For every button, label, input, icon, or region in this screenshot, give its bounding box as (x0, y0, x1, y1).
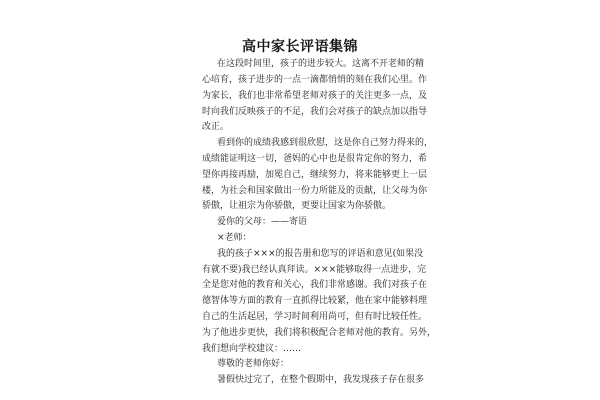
paragraph-line: 我们想向学校建议：…… (202, 344, 302, 354)
paragraph-line: 有就不要)我已经认真拜读。×××能够取得一点进步，完 (202, 265, 427, 275)
paragraph-line: 自己的生活起居，学习时间利用尚可，但有时比较任性。 (202, 312, 428, 322)
paragraph-line: 在这段时间里，孩子的进步较大。这离不开老师的精 (217, 59, 425, 69)
paragraph-line: 楼，为社会和国家做出一份力所能及的贡献，让父母为你 (202, 186, 428, 196)
paragraph-line: 成绩能证明这一切，爸妈的心中也是很肯定你的努力，希 (202, 154, 428, 164)
paragraph-line: 心培育，孩子进步的一点一滴都悄悄的刻在我们心里。作 (202, 75, 428, 85)
paragraph-line: 改正。 (202, 122, 230, 132)
salutation-line: ×老师： (217, 233, 252, 243)
document-title: 高中家长评语集锦 (242, 39, 358, 55)
paragraph-line: 为了他进步更快，我们将积极配合老师对他的教育。另外， (202, 328, 437, 338)
salutation-line: 尊敬的老师你好： (217, 359, 290, 369)
paragraph-line: 时向我们反映孩子的不足，我们会对孩子的缺点加以指导 (202, 107, 428, 117)
paragraph-line: 德智体等方面的教育一直抓得比较紧，他在家中能够料理 (202, 296, 428, 306)
paragraph-line: 看到你的成绩我感到很欣慰，这是你自己努力得来的， (217, 138, 434, 148)
paragraph-line: 骄傲，让祖宗为你骄傲，更要让国家为你骄傲。 (202, 201, 392, 211)
paragraph-line: 为家长，我们也非常希望老师对孩子的关注更多一点，及 (202, 91, 428, 101)
paragraph-line: 全是您对他的教育和关心，我们非常感谢。我们对孩子在 (202, 280, 428, 290)
paragraph-line: 暑假快过完了，在整个假期中，我发现孩子存在很多 (217, 375, 425, 385)
signature-line: 爱你的父母：——寄语 (217, 217, 308, 227)
paragraph-line: 望你再接再励，加冕自己，继续努力，将来能够更上一层 (202, 170, 428, 180)
paragraph-line: 我的孩子×××的报告册和您写的评语和意见(如果没 (217, 249, 424, 259)
